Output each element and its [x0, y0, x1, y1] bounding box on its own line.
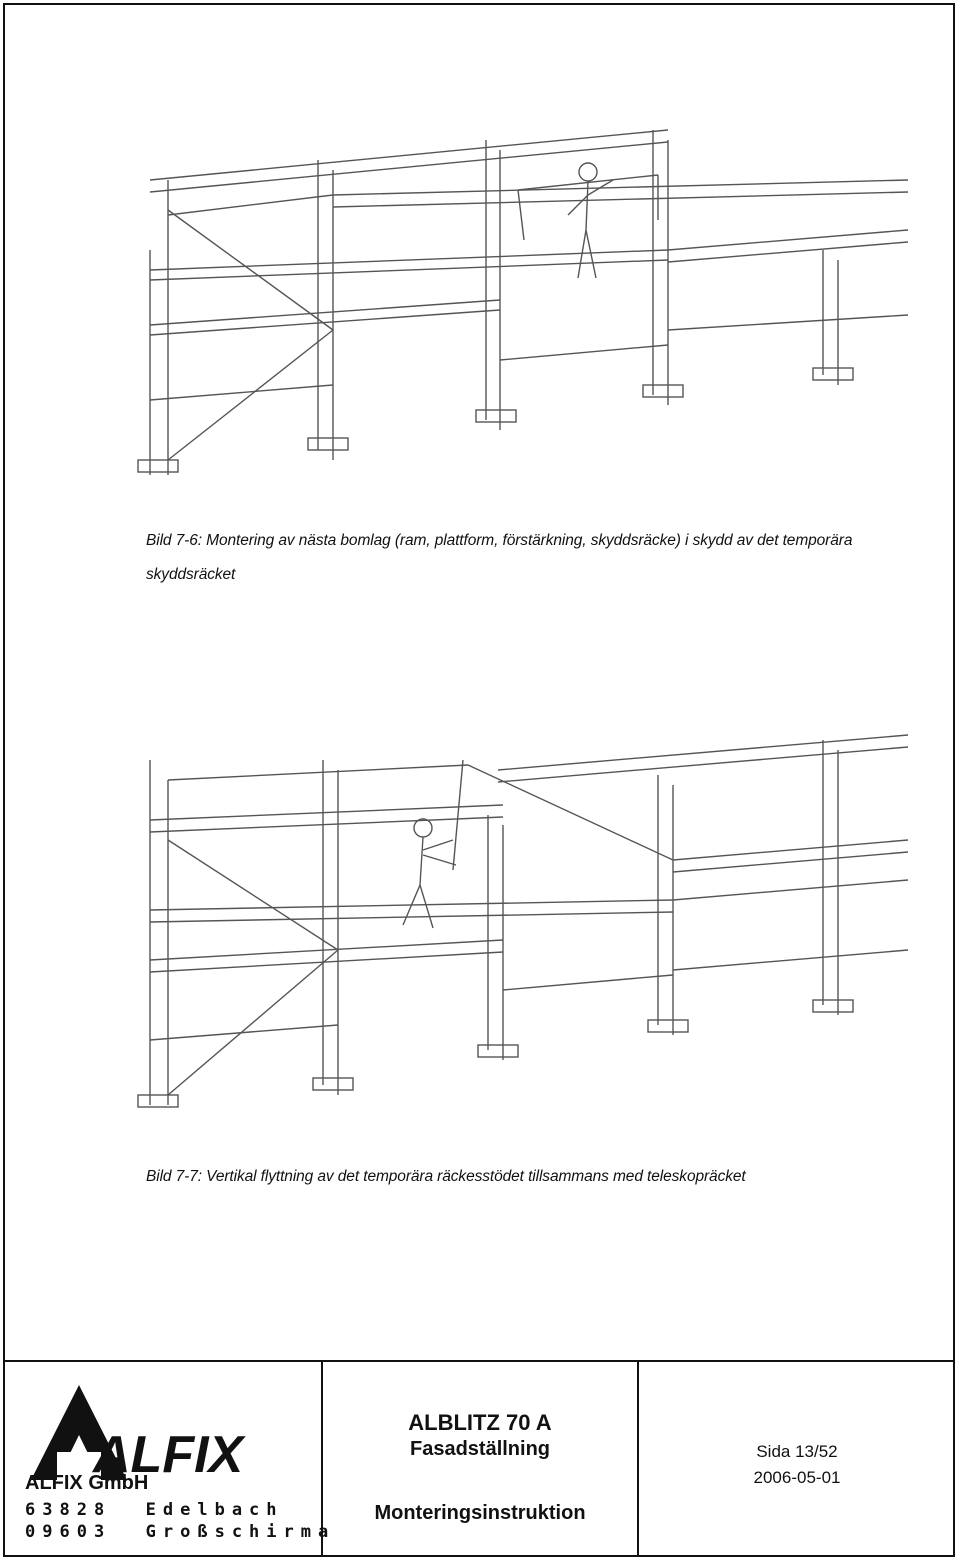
scaffold-drawing-1	[128, 120, 908, 500]
company-name: ALFIX GmbH	[25, 1472, 149, 1494]
product-name: ALBLITZ 70 A	[408, 1410, 552, 1435]
company-address-line: 09603 Großschirma	[25, 1522, 336, 1542]
page-info-block	[639, 1362, 955, 1555]
page-number: Sida 13/52	[756, 1442, 838, 1461]
document-footer	[3, 1360, 955, 1555]
figure-caption: Bild 7-7: Vertikal flyttning av det temporära räckesstödet tillsammans med teleskopräcket	[146, 1168, 746, 1185]
scaffold-drawing-2	[128, 720, 908, 1130]
company-logo-block	[3, 1362, 336, 1555]
document-date: 2006-05-01	[753, 1468, 841, 1487]
document-title-block	[323, 1362, 639, 1555]
figure-caption: Bild 7-6: Montering av nästa bomlag (ram, plattform, förstärkning, skyddsräcke) i skydd av det temporära skyddsräcket	[146, 532, 853, 583]
company-address-line: 63828 Edelbach	[25, 1500, 284, 1520]
product-type: Fasadställning	[409, 1438, 551, 1460]
document-name: Monteringsinstruktion	[374, 1502, 586, 1524]
logo-wordmark: ALFIX	[93, 1426, 244, 1484]
